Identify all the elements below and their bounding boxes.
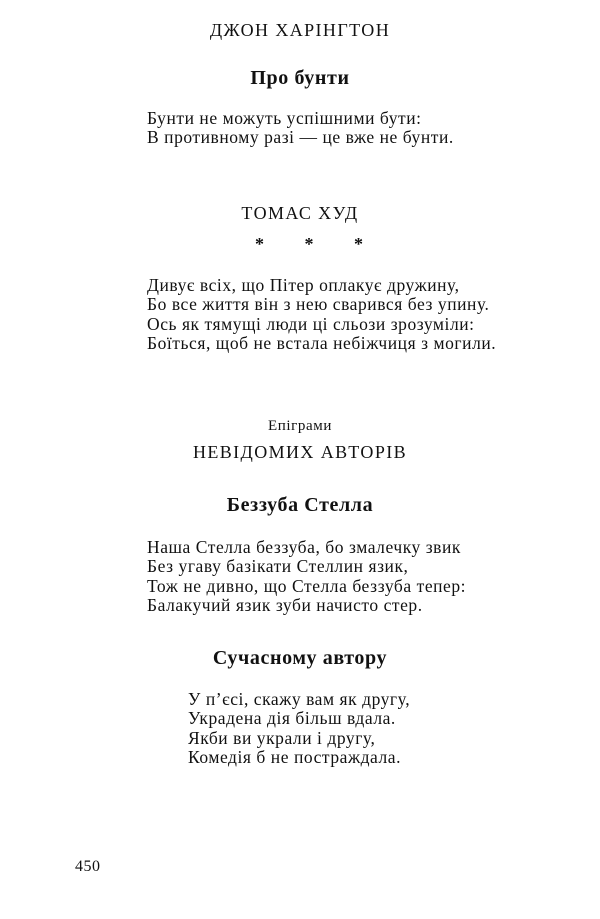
section-subheading-epigrams: Епіграми [268, 418, 332, 434]
poem-pro-bunty [147, 109, 454, 148]
poem-line: Бо все життя він з нею сварився без упину. [147, 294, 490, 315]
poem-title-suchasnomu-avtoru: Сучасному автору [212, 647, 388, 669]
poem-line: Боїться, щоб не встала небіжчиця з могили. [147, 332, 497, 353]
asterism-separator: * * * [255, 234, 381, 254]
poem-hood [147, 276, 496, 353]
poem-line: У п’єсі, скажу вам як другу, [188, 689, 411, 709]
poem-title-bezzuba-stella: Беззуба Стелла [226, 494, 374, 516]
poem-line: Ось як тямущі люди ці сльози зрозуміли: [147, 313, 475, 334]
poem-line: Без угаву базікати Стеллин язик, [147, 556, 409, 577]
poem-line: Украдена дія більш вдала. [188, 708, 396, 729]
poem-line: Комедія б не постраждала. [188, 746, 402, 767]
author-heading-hood: ТОМАС ХУД [241, 203, 359, 223]
poem-bezzuba-stella [147, 538, 466, 615]
poem-title-pro-bunty: Про бунти [250, 67, 350, 89]
author-heading-harington: ДЖОН ХАРІНГТОН [209, 20, 391, 40]
poem-line: Тож не дивно, що Стелла беззуба тепер: [147, 575, 467, 596]
author-heading-unknown: НЕВІДОМИХ АВТОРІВ [192, 442, 408, 462]
poem-line: Бунти не можуть успішними бути: [147, 108, 422, 128]
poem-line: Наша Стелла беззуба, бо змалечку звик [147, 537, 461, 557]
poem-line: Якби ви украли і другу, [188, 727, 376, 748]
page-number: 450 [75, 858, 101, 875]
poem-suchasnomu-avtoru [188, 690, 410, 767]
poem-line: В противному разі — це вже не бунти. [147, 127, 454, 148]
poem-line: Дивує всіх, що Пітер оплакує дружину, [147, 275, 460, 295]
poem-line: Балакучий язик зуби начисто стер. [147, 594, 423, 615]
